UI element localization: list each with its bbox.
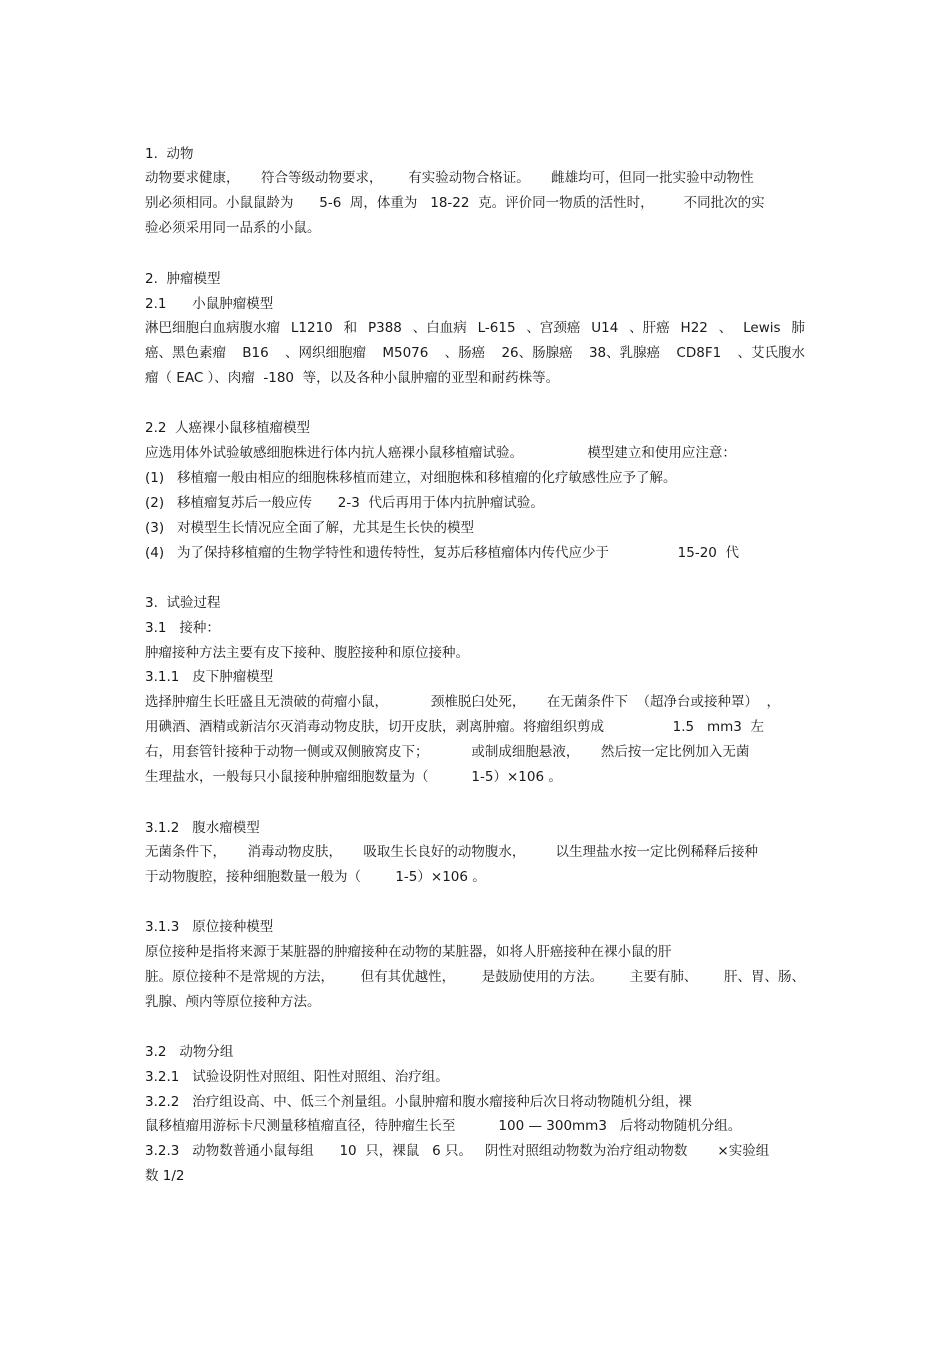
text-segment: L1210 — [290, 320, 333, 336]
text-segment: B16 — [242, 345, 269, 361]
subsection-3-1-1-heading: 3.1.1 皮下肿瘤模型 — [145, 669, 274, 685]
section-1-heading: 1. 动物 — [145, 146, 194, 162]
paragraph-line: 鼠移植瘤用游标卡尺测量移植瘤直径，待肿瘤生长至 100 — 300mm3 后将动物随机分组。 — [145, 1118, 742, 1134]
text-segment: 、 — [718, 320, 733, 336]
paragraph-line: 动物要求健康， 符合等级动物要求， 有实验动物合格证。 雌雄均可，但同一批实验中动物性 — [145, 170, 754, 186]
text-segment: U14 — [591, 320, 619, 336]
paragraph-line: 右，用套管针接种于动物一侧或双侧腋窝皮下； 或制成细胞悬液， 然后按一定比例加入无菌 — [145, 744, 750, 760]
paragraph-line: 生理盐水，一般每只小鼠接种肿瘤细胞数量为（ 1-5）×106 。 — [145, 769, 562, 785]
paragraph-line: 3.2.2 治疗组设高、中、低三个剂量组。小鼠肿瘤和腹水瘤接种后次日将动物随机分组，裸 — [145, 1094, 692, 1110]
paragraph-line: 瘤（ EAC ）、肉瘤 -180 等，以及各种小鼠肿瘤的亚型和耐药株等。 — [145, 370, 560, 386]
text-segment: 26、肠腺癌 — [501, 345, 573, 361]
text-segment: 是鼓励使用的方法。 — [481, 969, 604, 985]
text-segment: 、肠癌 — [444, 345, 486, 361]
list-item: (3) 对模型生长情况应全面了解，尤其是生长快的模型 — [145, 520, 474, 536]
text-segment: 、网织细胞瘤 — [285, 345, 367, 361]
paragraph-line: 肿瘤接种方法主要有皮下接种、腹腔接种和原位接种。 — [145, 645, 469, 661]
text-segment: M5076 — [382, 345, 429, 361]
paragraph-line: 3.2.3 动物数普通小鼠每组 10 只，裸鼠 6 只。 阴性对照组动物数为治疗组动物数 ×实验组 — [145, 1143, 770, 1159]
subsection-3-1-heading: 3.1 接种： — [145, 620, 220, 636]
paragraph-line: 3.2.1 试验设阴性对照组、阳性对照组、治疗组。 — [145, 1069, 449, 1085]
text-segment: 肺 — [791, 320, 805, 336]
paragraph-line — [145, 971, 805, 985]
text-segment: CD8F1 — [676, 345, 722, 361]
list-item: (2) 移植瘤复苏后一般应传 2-3 代后再用于体内抗肿瘤试验。 — [145, 495, 544, 511]
text-segment: Lewis — [743, 320, 781, 336]
subsection-2-2-heading: 2.2 人癌裸小鼠移植瘤模型 — [145, 420, 311, 436]
text-segment: 癌、黑色素瘤 — [145, 345, 226, 361]
paragraph-line: 验必须采用同一品系的小鼠。 — [145, 220, 321, 236]
paragraph-line: 选择肿瘤生长旺盛且无溃破的荷瘤小鼠， 颈椎脱臼处死， 在无菌条件下 （超净台或接种罩） ， — [145, 694, 781, 710]
paragraph-line: 乳腺、颅内等原位接种方法。 — [145, 994, 321, 1010]
subsection-3-1-2-heading: 3.1.2 腹水瘤模型 — [145, 820, 260, 836]
paragraph-line: 应选用体外试验敏感细胞株进行体内抗人癌裸小鼠移植瘤试验。 模型建立和使用应注意： — [145, 445, 736, 461]
text-segment: 主要有肺、 — [629, 969, 698, 985]
text-segment: 脏。原位接种不是常规的方法， — [145, 969, 334, 985]
text-segment: H22 — [680, 320, 708, 336]
text-segment: 淋巴细胞白血病腹水瘤 — [145, 320, 280, 336]
subsection-2-1-heading: 2.1 小鼠肿瘤模型 — [145, 296, 274, 312]
subsection-3-2-heading: 3.2 动物分组 — [145, 1044, 234, 1060]
paragraph-line: 无菌条件下， 消毒动物皮肤， 吸取生长良好的动物腹水， 以生理盐水按一定比例稀释后接种 — [145, 844, 758, 860]
paragraph-line — [145, 322, 805, 336]
list-item: (4) 为了保持移植瘤的生物学特性和遗传特性，复苏后移植瘤体内传代应少于 15-20 代 — [145, 545, 739, 561]
subsection-3-1-3-heading: 3.1.3 原位接种模型 — [145, 919, 274, 935]
paragraph-line: 别必须相同。小鼠鼠龄为 5-6 周，体重为 18-22 克。评价同一物质的活性时， 不同批次的实 — [145, 195, 765, 211]
list-item: (1) 移植瘤一般由相应的细胞株移植而建立，对细胞株和移植瘤的化疗敏感性应予了解。 — [145, 470, 677, 486]
text-segment: 肝、胃、肠、 — [724, 969, 805, 985]
text-segment: P388 — [367, 320, 402, 336]
paragraph-line: 原位接种是指将来源于某脏器的肿瘤接种在动物的某脏器，如将人肝癌接种在裸小鼠的肝 — [145, 944, 672, 960]
text-segment: 、宫颈癌 — [526, 320, 581, 336]
paragraph-line: 于动物腹腔，接种细胞数量一般为（ 1-5）×106 。 — [145, 869, 486, 885]
text-segment: 和 — [343, 320, 358, 336]
text-segment: 但有其优越性， — [360, 969, 456, 985]
text-segment: 、艾氏腹水 — [737, 345, 805, 361]
section-3-heading: 3. 试验过程 — [145, 595, 221, 611]
section-2-heading: 2. 肿瘤模型 — [145, 271, 221, 287]
paragraph-line: 数 1/2 — [145, 1168, 185, 1184]
text-segment: 、肝癌 — [629, 320, 670, 336]
text-segment: L-615 — [477, 320, 516, 336]
paragraph-line: 用碘酒、酒精或新洁尔灭消毒动物皮肤，切开皮肤，剥离肿瘤。将瘤组织剪成 1.5 mm3 左 — [145, 719, 764, 735]
text-segment: 38、乳腺癌 — [588, 345, 661, 361]
text-segment: 、白血病 — [412, 320, 467, 336]
paragraph-line — [145, 347, 805, 361]
